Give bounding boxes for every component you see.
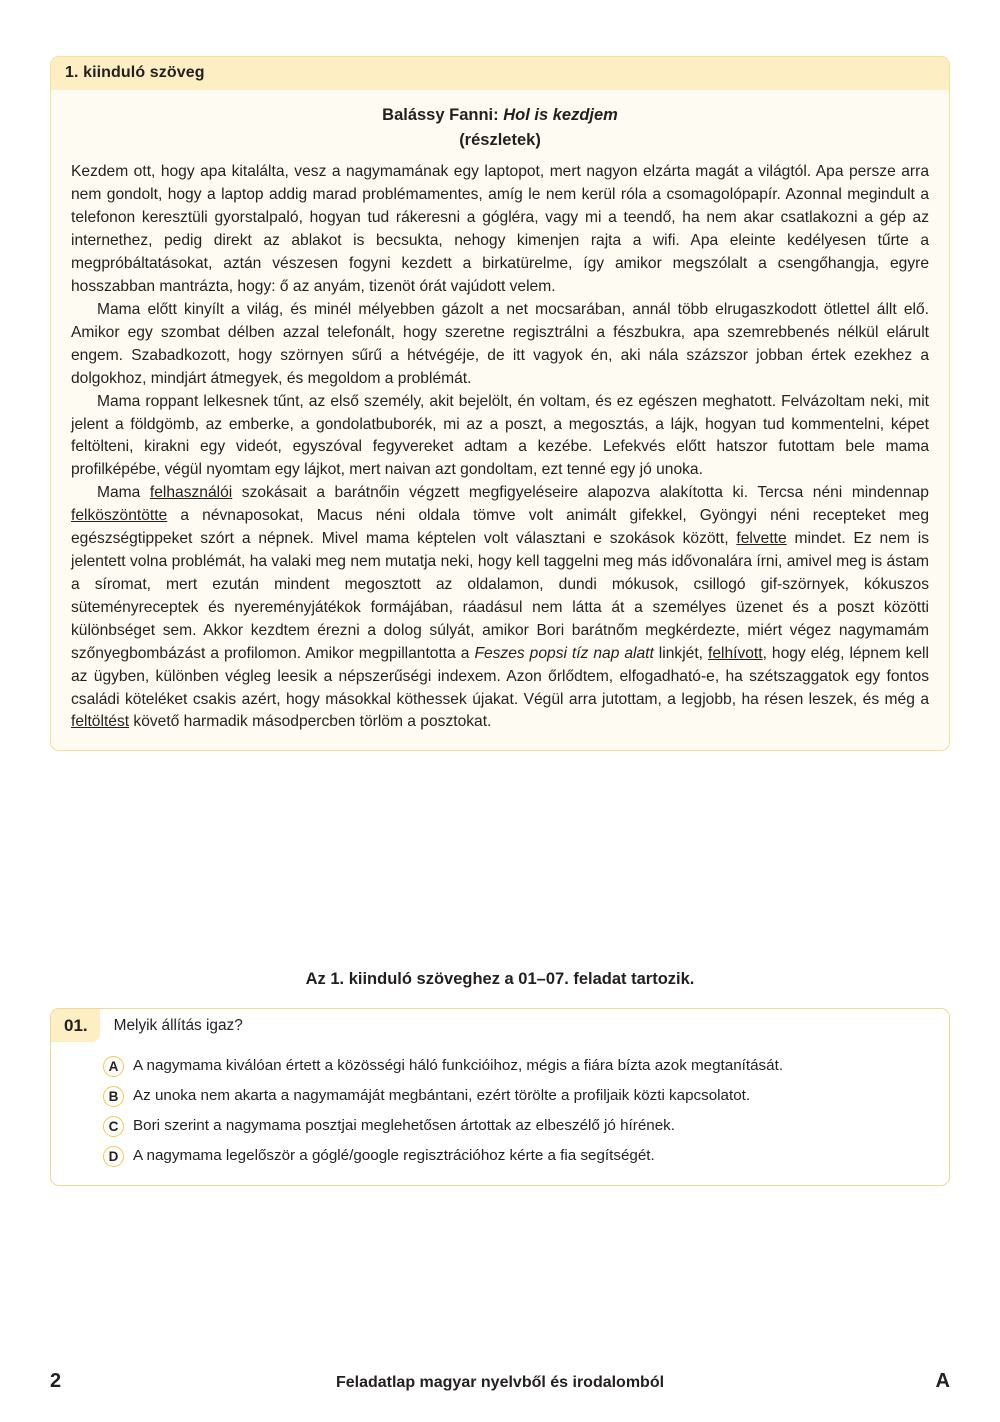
text-run: mindet. Ez nem is jelentett volna problémát, ha valaki meg nem mutatja neki, hogy kell taggelni meg más idővonalára írni, amivel meg is ástam a síromat, mert ezután mindent megosztott az oldalamon, dundi mókusok, csillogó gif-szörnyek, kókuszos süteményreceptek és nyereményjátékok formájában, ráadásul nem látta át a személyes üzenet és a poszt közötti különbséget sem. Akkor kezdtem érezni a dolog súlyát, amikor Bori barátnőm megkérdezte, miért végez nagymamám szőnyegbombázást a profilomon. Amikor megpillantotta a: [71, 530, 929, 662]
underlined-word: felhívott: [707, 644, 763, 662]
footer-page-number: 2: [50, 1370, 62, 1392]
question-prompt: Melyik állítás igaz?: [113, 1017, 243, 1034]
answer-option-b[interactable]: [103, 1081, 949, 1111]
literary-work-title: [71, 104, 929, 128]
option-text: A nagymama legelőször a góglé/google regisztrációhoz kérte a fia segítségét.: [133, 1147, 655, 1164]
text-run: , hogy elég, lépnem kell az ügyben, különben végleg leesik a népszerűségi indexem. Azon őrlődtem, elfogadható-e, ha szétszaggatok egy fontos családi köteléket csakis azért, hogy másokkal köthessek újakat. Végül arra jutottam, a legjobb, ha résen leszek, és még a: [71, 644, 929, 708]
option-text: Az unoka nem akarta a nagymamáját megbántani, ezért törölte a profiljaik közti kapcsolatot.: [133, 1087, 751, 1104]
task-range-note: Az 1. kiinduló szöveghez a 01–07. feladat tartozik.: [305, 970, 695, 988]
question-number-badge: 01.: [51, 1009, 100, 1042]
question-block-01: [50, 1008, 950, 1186]
work-subtitle: (részletek): [459, 130, 541, 149]
option-letter-circle[interactable]: A: [103, 1056, 124, 1077]
author-name: Balássy Fanni:: [382, 106, 504, 124]
source-text-box: [50, 56, 950, 751]
text-run: szokásait a barátnőin végzett megfigyeléseire alapozva alakította ki. Tercsa néni mindennap: [232, 484, 929, 502]
page-footer: [50, 1370, 950, 1393]
italic-title-reference: Feszes popsi tíz nap alatt: [474, 644, 654, 662]
underlined-word: felhasználói: [149, 484, 233, 502]
option-text: A nagymama kiválóan értett a közösségi háló funkcióihoz, mégis a fiára bízta azok megtanítását.: [133, 1057, 784, 1074]
underlined-word: felköszöntötte: [71, 507, 168, 525]
option-text: Bori szerint a nagymama posztjai meglehetősen ártottak az elbeszélő jó hírének.: [133, 1117, 675, 1134]
answer-option-a[interactable]: [103, 1051, 949, 1081]
source-paragraph: [71, 391, 929, 483]
source-box-header: 1. kiinduló szöveg: [51, 57, 949, 90]
source-paragraphs: [71, 161, 929, 734]
question-header: [51, 1009, 949, 1042]
source-paragraph: [71, 161, 929, 299]
answer-option-c[interactable]: [103, 1111, 949, 1141]
answer-option-d[interactable]: [103, 1141, 949, 1171]
option-letter-circle[interactable]: B: [103, 1086, 124, 1107]
work-title: Hol is kezdjem: [503, 106, 618, 124]
footer-version-letter: A: [935, 1370, 950, 1392]
underlined-word: felvette: [736, 530, 787, 548]
text-run: követő harmadik másodpercben törlöm a posztokat.: [129, 713, 492, 731]
source-paragraph: [71, 482, 929, 734]
option-letter-circle[interactable]: D: [103, 1146, 124, 1167]
underlined-word: feltöltést: [71, 713, 130, 731]
source-box-body: [51, 90, 949, 750]
option-letter-circle[interactable]: C: [103, 1116, 124, 1137]
answer-options-list: [51, 1051, 949, 1171]
text-run: Mama roppant lelkesnek tűnt, az első személy, akit bejelölt, én voltam, és ez egészen meghatott. Felvázoltam neki, mit jelent a földgömb, az emberke, a gondolatbuborék, mi az a poszt, a megosztás, a lájk, hogyan tud kommentelni, képet feltölteni, kirakni egy videót, egyszóval fegyvereket adtam a kezébe. Lefekvés előtt hatszor futottam bele mama profilképébe, végül nyomtam egy lájkot, mert naivan azt gondoltam, ezt tenné egy jó unoka.: [71, 392, 929, 479]
text-run: Mama előtt kinyílt a világ, és minél mélyebben gázolt a net mocsarában, annál több elrugaszkodott ötlettel állt elő. Amikor egy szombat délben azzal telefonált, hogy szeretne regisztrálni a fészbukra, apa szemrebbenés nélkül elárult engem. Szabadkozott, hogy szörnyen sűrű a hétvégéje, de itt vagyok én, aki nála százszor jobban értek ezekhez a dolgokhoz, mindjárt átmegyek, és megoldom a problémát.: [71, 300, 929, 387]
text-run: Mama: [97, 484, 150, 502]
source-paragraph: [71, 299, 929, 391]
text-run: a névnaposokat, Macus néni oldala tömve volt animált gifekkel, Gyöngyi néni recepteket meg egészségtippeket szórt a népnek. Mivel mama képtelen volt választani e szokások között,: [71, 507, 929, 548]
footer-exam-title: Feladatlap magyar nyelvből és irodalomból: [335, 1374, 665, 1391]
text-run: Kezdem ott, hogy apa kitalálta, vesz a nagymamának egy laptopot, mert nagyon elzárta magát a világtól. Apa persze arra nem gondolt, hogy a laptop addig marad problémamentes, amíg le nem kerül róla a csomagolópapír. Azonnal megindult a telefonon keresztüli gyorstalpaló, hogyan tud rákeresni a gógléra, vagy mi a teendő, ha nem akar csatlakozni a gép az internethez, pedig direkt az ablakot is becsukta, nehogy kimenjen rajta a wifi. Apa eleinte kedélyesen tűrte a megpróbáltatásokat, aztán vészesen fogyni kezdett a birkatürelme, így amikor megszólalt a csengőhangja, egyre hosszabban mantrázta, hogy: ő az anyám, tizenöt órát vajúdott velem.: [71, 163, 929, 295]
text-run: linkjét,: [653, 644, 708, 662]
